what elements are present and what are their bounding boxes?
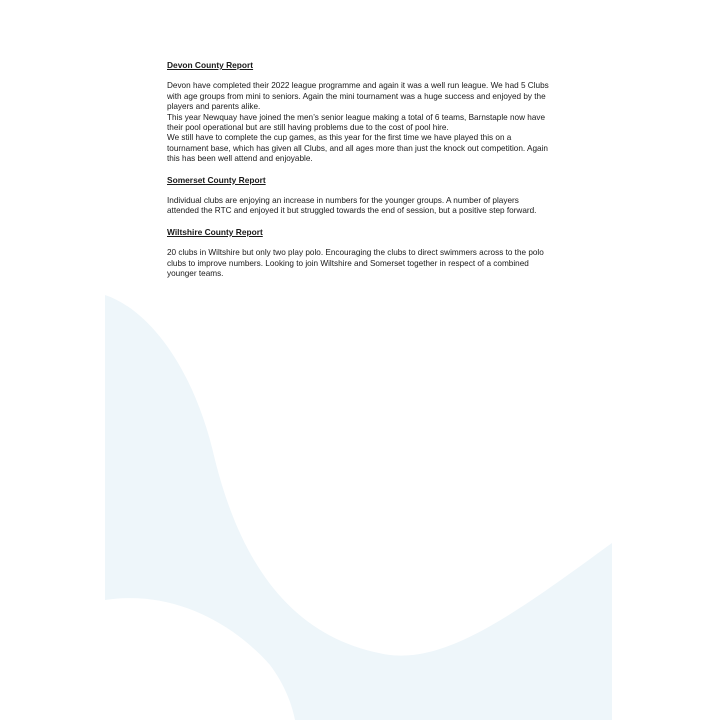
paragraph-devon-2: This year Newquay have joined the men’s senior league making a total of 6 teams, Barnstaple now have their pool operational but are still having problems due to the cost of pool hire. [167, 112, 546, 133]
section-heading-somerset: Somerset County Report [167, 174, 266, 185]
section-devon [167, 60, 552, 165]
section-heading-devon: Devon County Report [167, 60, 254, 70]
paragraph-wiltshire-1: 20 clubs in Wiltshire but only two play polo. Encouraging the clubs to direct swimmers across to the polo clubs to improve numbers. Looking to join Wiltshire and Somerset together in respect of a combined younger teams. [167, 248, 544, 279]
section-somerset [167, 175, 552, 217]
paragraph-devon-3: We still have to complete the cup games, as this year for the first time we have played this on a tournament base, which has given all Clubs, and all ages more than just the knock out competition. Again this has been well attend and enjoyable. [167, 133, 548, 164]
document-body [167, 60, 552, 290]
paragraph-somerset-1: Individual clubs are enjoying an increase in numbers for the younger groups. A number of players attended the RTC and enjoyed it but struggled towards the end of session, but a positive step forward. [167, 196, 537, 216]
section-wiltshire [167, 227, 552, 280]
section-heading-wiltshire: Wiltshire County Report [167, 226, 263, 237]
paragraph-devon-1: Devon have completed their 2022 league programme and again it was a well run league. We had 5 Clubs with age groups from mini to seniors. Again the mini tournament was a huge success and enjoyed by the players and parents alike. [167, 81, 549, 112]
